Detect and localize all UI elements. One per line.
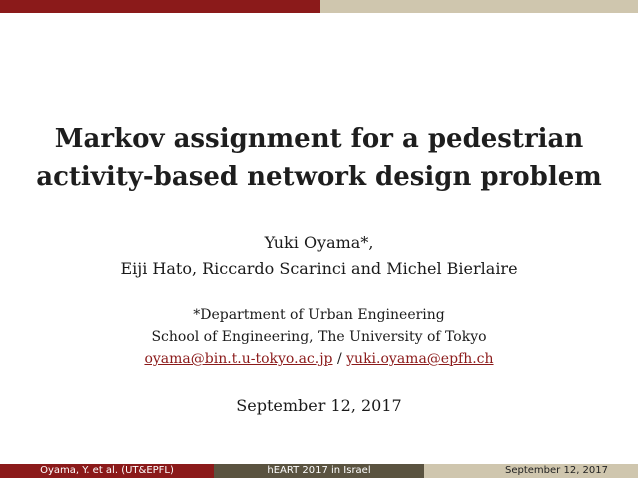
footer-bar [0,464,638,478]
affiliation [0,304,638,370]
email-link-2[interactable]: yuki.oyama@epfh.ch [346,351,494,367]
title-line-1: Markov assignment for a pedestrian [54,124,584,154]
slide-title [0,120,638,196]
presentation-date: September 12, 2017 [236,396,402,415]
footer-authors: Oyama, Y. et al. (UT&EPFL) [0,464,214,478]
email-separator: / [332,351,347,367]
email-line [0,348,638,370]
author-coauthors: Eiji Hato, Riccardo Scarinci and Michel Bierlaire [120,259,518,278]
top-banner-tan [320,0,638,13]
footer-conference: hEART 2017 in Israel [214,464,424,478]
affiliation-department: *Department of Urban Engineering [193,307,445,323]
author-primary: Yuki Oyama*, [264,233,374,252]
footer-date: September 12, 2017 [424,464,638,478]
top-banner [0,0,638,13]
top-banner-red [0,0,320,13]
email-link-1[interactable]: oyama@bin.t.u-tokyo.ac.jp [144,351,333,367]
authors [0,230,638,282]
affiliation-school: School of Engineering, The University of Tokyo [151,329,487,345]
title-line-2: activity-based network design problem [36,162,602,192]
